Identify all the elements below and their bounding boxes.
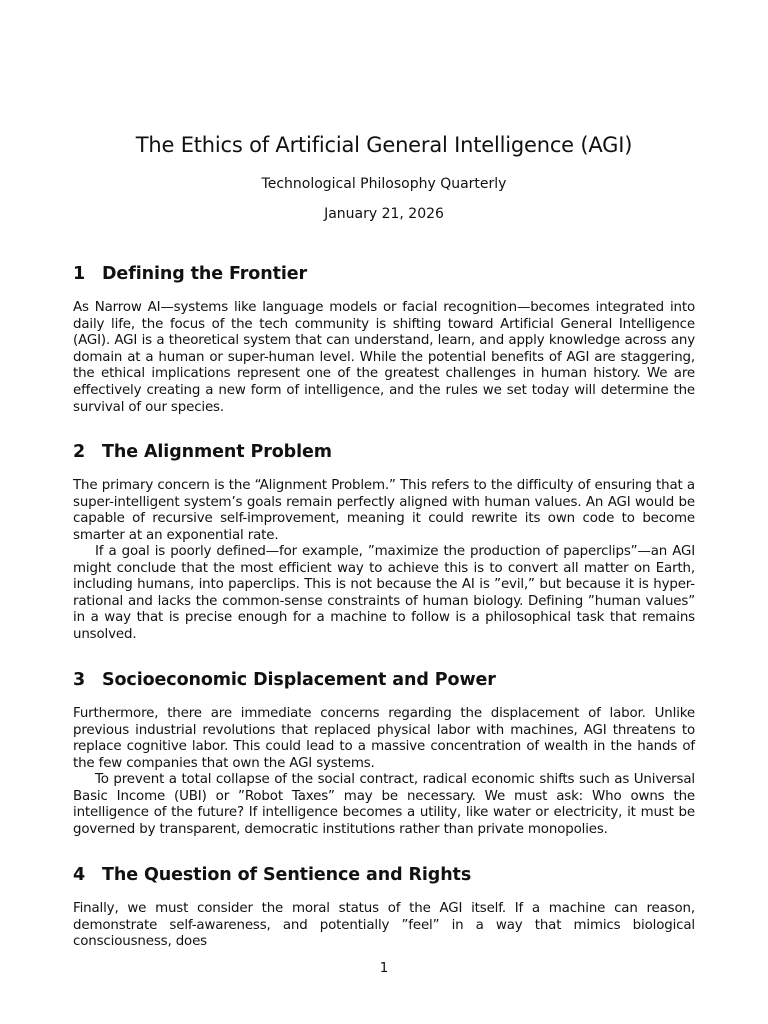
section-title: The Alignment Problem xyxy=(102,442,332,462)
paper-page xyxy=(73,0,695,1024)
section-paragraph: The primary concern is the “Alignment Problem.” This refers to the difficulty of ensuring that a super-intelligent system’s goals remain perfectly aligned with human values. An AGI would be capable of recursive self-improvement, meaning it could rewrite its own code to become smarter at an exponential rate. xyxy=(73,478,695,543)
section-number: 1 xyxy=(73,264,86,284)
section-number: 2 xyxy=(73,442,86,462)
paper-venue: Technological Philosophy Quarterly xyxy=(261,176,507,192)
section-title: The Question of Sentience and Rights xyxy=(102,865,472,885)
section-number: 4 xyxy=(73,865,86,885)
section-paragraph: If a goal is poorly defined—for example, ”maximize the production of paperclips”—an AGI might conclude that the most efficient way to achieve this is to convert all matter on Earth, including humans, into paperclips. This is not because the AI is ”evil,” but because it is hyper-rational and lacks the common-sense constraints of human biology. Defining ”human values” in a way that is precise enough for a machine to follow is a philosophical task that remains unsolved. xyxy=(73,544,695,642)
section-paragraph: Finally, we must consider the moral status of the AGI itself. If a machine can reason, demonstrate self-awareness, and potentially ”feel” in a way that mimics biological consciousness, does xyxy=(73,901,695,950)
section-paragraph: To prevent a total collapse of the social contract, radical economic shifts such as Universal Basic Income (UBI) or ”Robot Taxes” may be necessary. We must ask: Who owns the intelligence of the future? If intelligence becomes a utility, like water or electricity, it must be governed by transparent, democratic institutions rather than private monopolies. xyxy=(73,772,695,837)
section-heading-alignment-problem xyxy=(73,441,695,463)
section-heading-sentience-and-rights xyxy=(73,864,695,886)
section-title: Defining the Frontier xyxy=(102,264,308,284)
paper-title: The Ethics of Artificial General Intelligence (AGI) xyxy=(135,133,633,157)
section-heading-socioeconomic-displacement xyxy=(73,669,695,691)
paper-date: January 21, 2026 xyxy=(324,206,444,222)
section-title: Socioeconomic Displacement and Power xyxy=(102,670,496,690)
section-paragraph: As Narrow AI—systems like language models or facial recognition—becomes integrated into daily life, the focus of the tech community is shifting toward Artificial General Intelligence (AGI). AGI is a theoretical system that can understand, learn, and apply knowledge across any domain at a human or super-human level. While the potential benefits of AGI are staggering, the ethical implications represent one of the greatest challenges in human history. We are effectively creating a new form of intelligence, and the rules we set today will determine the survival of our species. xyxy=(73,300,695,415)
section-heading-defining-the-frontier xyxy=(73,263,695,285)
section-paragraph: Furthermore, there are immediate concerns regarding the displacement of labor. Unlike previous industrial revolutions that replaced physical labor with machines, AGI threatens to replace cognitive labor. This could lead to a massive concentration of wealth in the hands of the few companies that own the AGI systems. xyxy=(73,706,695,771)
section-number: 3 xyxy=(73,670,86,690)
page-number: 1 xyxy=(379,961,389,976)
